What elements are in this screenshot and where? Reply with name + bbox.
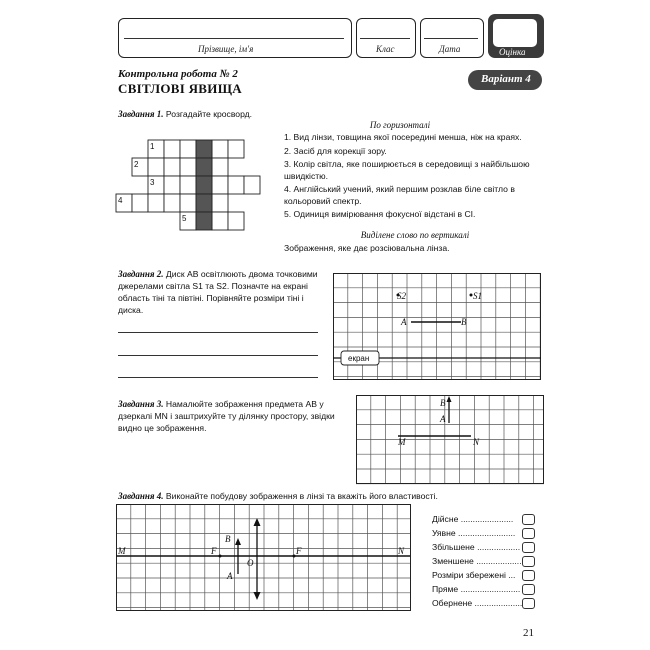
clue-4: 4. Англійський учений, який першим розклав біле світло в кольоровий спектр.: [284, 184, 515, 206]
task3-text-block: [118, 398, 343, 434]
task2-heading: Завдання 2.: [118, 269, 164, 279]
property-upright-checkbox[interactable]: [522, 584, 535, 595]
property-virtual-checkbox[interactable]: [522, 528, 535, 539]
property-reduced: Зменшене ...................: [432, 556, 522, 566]
task3-text: Намалюйте зображення предмета AB у дзеркалі MN і заштрихуйте ту ділянку простору, звідки видно це зображення.: [118, 399, 335, 433]
horizontal-heading: По горизонталі: [369, 120, 431, 130]
label-s2: S2: [397, 291, 406, 301]
crossword-grid[interactable]: [112, 130, 282, 250]
property-same-size: Розміри збережені ...: [432, 570, 516, 580]
grade-inner-box: [493, 19, 537, 47]
task4-heading-line: [118, 490, 438, 502]
label-m: M: [118, 546, 126, 556]
property-enlarged-checkbox[interactable]: [522, 542, 535, 553]
crossword-number-3: 3: [150, 178, 155, 187]
label-f-right: F: [296, 546, 302, 556]
lens-arrow-bottom: [254, 592, 261, 600]
label-b: B: [440, 398, 446, 408]
label-f-left: F: [211, 546, 217, 556]
label-a: A: [440, 414, 446, 424]
property-real-checkbox[interactable]: [522, 514, 535, 525]
property-upright: Пряме .........................: [432, 584, 521, 594]
label-s1: S1: [473, 291, 482, 301]
topic-title: СВІТЛОВІ ЯВИЩА: [118, 81, 242, 96]
answer-line-1: [118, 332, 318, 333]
answer-line-3: [118, 377, 318, 378]
variant-label: Варіант 4: [481, 73, 531, 85]
crossword-number-5: 5: [182, 214, 187, 223]
crossword-number-4: 4: [118, 196, 123, 205]
task3-heading: Завдання 3.: [118, 399, 164, 409]
property-virtual: Уявне ........................: [432, 528, 516, 538]
label-a: A: [227, 571, 233, 581]
task1-text: Розгадайте кросворд.: [165, 109, 253, 119]
clue-1: 1. Вид лінзи, товщина якої посередині менша, ніж на краях.: [284, 132, 522, 142]
date-line: [424, 38, 478, 39]
vertical-heading: Виділене слово по вертикалі: [360, 230, 470, 240]
object-arrowhead: [235, 538, 241, 545]
crossword-number-2: 2: [134, 160, 139, 169]
label-b: B: [461, 317, 467, 327]
property-enlarged: Збільшене ..................: [432, 542, 521, 552]
property-real: Дійсне ......................: [432, 514, 514, 524]
task2-text: Диск AB освітлюють двома точковими джерелами світла S1 та S2. Позначте на екрані область тіні та півтіні. Порівняйте розміри тіні і диска.: [118, 269, 318, 315]
label-b: B: [225, 534, 231, 544]
lens-arrow-top: [254, 518, 261, 526]
task2-text-block: [118, 268, 328, 316]
task1-heading: Завдання 1.: [118, 109, 164, 119]
crossword-clues: [284, 132, 546, 223]
class-line: [360, 38, 410, 39]
task1-heading-line: [118, 108, 252, 120]
property-same-size-checkbox[interactable]: [522, 570, 535, 581]
property-inverted-checkbox[interactable]: [522, 598, 535, 609]
crossword-number-1: 1: [150, 142, 155, 151]
label-n: N: [398, 546, 405, 556]
property-inverted: Обернене ....................: [432, 598, 523, 608]
task4-text: Виконайте побудову зображення в лінзі та вкажіть його властивості.: [165, 491, 438, 501]
vertical-clue: Зображення, яке дає розсіювальна лінза.: [284, 243, 450, 253]
name-line: [124, 38, 344, 39]
clue-3: 3. Колір світла, яке поширюється в середовищі з найбільшою швидкістю.: [284, 159, 530, 181]
page-number: 21: [523, 627, 534, 639]
work-title: Контрольна робота № 2: [118, 68, 238, 80]
task2-grid[interactable]: [333, 273, 543, 383]
property-reduced-checkbox[interactable]: [522, 556, 535, 567]
grade-label: Оцінка: [499, 47, 526, 57]
class-label: Клас: [376, 44, 395, 54]
focus-left: [219, 555, 222, 558]
label-a: A: [401, 317, 407, 327]
task4-grid[interactable]: [116, 504, 416, 616]
clue-5: 5. Одиниця вимірювання фокусної відстані в СІ.: [284, 209, 476, 219]
screen-label: екран: [348, 354, 370, 363]
task4-heading: Завдання 4.: [118, 491, 164, 501]
label-o: O: [247, 558, 254, 568]
date-label: Дата: [439, 44, 461, 54]
label-m: M: [398, 437, 406, 447]
name-label: Прізвище, ім'я: [198, 44, 254, 54]
label-n: N: [473, 437, 480, 447]
object-arrowhead: [447, 396, 452, 402]
task3-grid[interactable]: [356, 395, 546, 487]
answer-line-2: [118, 355, 318, 356]
clue-2: 2. Засіб для корекції зору.: [284, 145, 387, 156]
